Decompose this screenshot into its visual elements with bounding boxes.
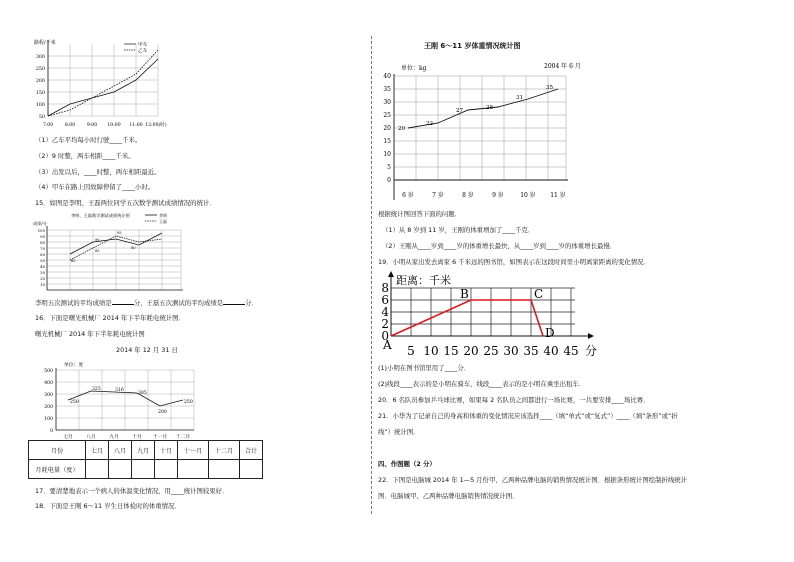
svg-text:20: 20 (383, 125, 391, 132)
question-21: 21．小华为了记录自己的身高和体重的变化情况应该选择____（填“单式”或“复式”）____（填“条形”或“折 (378, 412, 678, 420)
svg-text:D: D (545, 326, 555, 340)
svg-text:90: 90 (95, 238, 100, 242)
svg-text:10: 10 (423, 344, 439, 358)
svg-text:十二月: 十二月 (175, 435, 191, 440)
svg-text:325: 325 (92, 387, 101, 392)
svg-text:6: 6 (381, 293, 389, 307)
svg-text:B: B (460, 287, 469, 301)
svg-text:成绩/分: 成绩/分 (33, 221, 47, 226)
svg-text:85: 85 (95, 249, 100, 253)
chart1-ylabel: 路程/千米 (34, 40, 56, 46)
question-16: 16．下面是曙光机械厂 2014 年下半年耗电统计图． (35, 314, 185, 322)
svg-text:250: 250 (35, 67, 45, 72)
svg-text:6 岁: 6 岁 (402, 192, 414, 199)
svg-text:10:00: 10:00 (107, 123, 121, 128)
chart3-title: 曙光机械厂 2014 年下半年耗电统计图 (35, 330, 145, 338)
chart3-date: 2014 年 12 月 31 日 (116, 346, 178, 354)
svg-text:距离：千米: 距离：千米 (396, 274, 451, 287)
question-21b: 线”）统计图． (378, 428, 420, 436)
svg-text:15: 15 (443, 344, 459, 358)
svg-text:27: 27 (456, 108, 464, 114)
svg-text:王磊: 王磊 (159, 219, 167, 224)
question-22: 22．下图是电脑城 2014 年 1—5 月份甲、乙两种品牌电脑的销售情况统计图．根据条形统计图绘制折线统计 (378, 476, 688, 484)
svg-text:400: 400 (44, 381, 53, 386)
svg-text:2: 2 (381, 317, 389, 331)
svg-text:80: 80 (131, 246, 136, 250)
svg-text:4: 4 (381, 305, 389, 319)
question-3: （3）出发以后，____时整，两车相距最近。 (35, 168, 161, 176)
electricity-table: 月份 七月 八月 九月 十月 十一月 十二月 合计 月耗电量（度） (28, 440, 263, 479)
svg-text:5: 5 (387, 164, 391, 171)
svg-text:316: 316 (115, 388, 124, 393)
svg-text:0: 0 (50, 429, 53, 434)
svg-text:35: 35 (383, 86, 391, 93)
svg-text:305: 305 (138, 391, 147, 396)
svg-text:20: 20 (463, 344, 479, 358)
electricity-line (68, 391, 183, 406)
question-22b: 图．电脑城甲、乙两种品牌电脑销售情况统计图． (378, 492, 519, 500)
svg-text:80: 80 (40, 240, 45, 245)
question-19: 19．小明从家出发去离家 6 千米远的图书馆，如图表示在这段时间里小明离家距离的变化情况． (378, 258, 650, 266)
svg-text:45: 45 (563, 344, 579, 358)
svg-text:28: 28 (486, 105, 494, 111)
svg-text:22: 22 (426, 121, 434, 127)
svg-text:九月: 九月 (109, 435, 119, 440)
car-yi-line (48, 50, 158, 116)
svg-text:11 岁: 11 岁 (550, 192, 566, 199)
svg-text:70: 70 (40, 246, 45, 251)
svg-text:9 岁: 9 岁 (492, 192, 504, 199)
svg-text:40: 40 (543, 344, 559, 358)
svg-text:500: 500 (44, 369, 53, 374)
svg-text:11:00: 11:00 (129, 123, 143, 128)
weight-chart (376, 58, 581, 208)
svg-text:10: 10 (40, 282, 45, 287)
svg-text:25: 25 (383, 112, 391, 119)
svg-text:单位：kg: 单位：kg (401, 65, 427, 72)
svg-text:十月: 十月 (132, 435, 142, 440)
test-score-chart (33, 212, 188, 296)
svg-text:200: 200 (158, 410, 167, 415)
question-1: （1）乙车平均每小时行驶____千米。 (35, 136, 142, 144)
question-15: 15．如图是李明、王磊两位同学五次数学测试成绩情况的统计． (35, 199, 216, 207)
question-17: 17．要清楚地表示一个病人的体温变化情况，用____统计图较果好． (35, 487, 229, 495)
svg-text:60: 60 (40, 252, 45, 257)
svg-text:30: 30 (503, 344, 519, 358)
svg-text:单位：度: 单位：度 (64, 363, 84, 368)
question-2: （2）9 时整，两车相距____千米。 (35, 152, 135, 160)
svg-text:甲车: 甲车 (138, 43, 148, 48)
svg-text:8 岁: 8 岁 (462, 192, 474, 199)
question-18: 18．下面是王刚 6～11 岁生日体检时的体重情况． (35, 502, 181, 510)
svg-text:35: 35 (523, 344, 539, 358)
svg-text:0: 0 (381, 329, 389, 343)
svg-text:200: 200 (35, 79, 45, 84)
svg-text:35: 35 (546, 85, 554, 91)
distance-time-chart (28, 36, 168, 136)
svg-text:20: 20 (40, 276, 45, 281)
svg-text:A: A (383, 338, 392, 352)
svg-text:100: 100 (35, 103, 45, 108)
svg-text:30: 30 (40, 270, 45, 275)
svg-text:250: 250 (70, 400, 79, 405)
svg-text:300: 300 (35, 55, 45, 60)
question-19b: (2)线段____表示的是小明在骑车，线段____表示的是小明在乘坐出租车． (378, 380, 586, 388)
svg-text:200: 200 (44, 405, 53, 410)
svg-text:分: 分 (584, 344, 598, 358)
svg-text:0: 0 (387, 177, 391, 184)
svg-text:20: 20 (398, 126, 406, 132)
chart4-title: 王刚 6～11 岁体重情况统计图 (424, 42, 521, 50)
svg-text:250: 250 (184, 400, 193, 405)
question-20: 20．6 名队员参加乒乓球比赛，如果每 2 名队员之间都进行一场比赛，一共要安排____场比赛． (378, 396, 650, 404)
question-15b: 李明五次测试的平均成绩是 分，王磊五次测试的平均成绩是 分． (35, 299, 258, 307)
svg-text:5: 5 (407, 344, 415, 358)
svg-text:40: 40 (383, 73, 391, 80)
svg-text:李明: 李明 (159, 213, 167, 218)
svg-text:2004 年 6 月: 2004 年 6 月 (544, 63, 581, 70)
svg-text:150: 150 (35, 91, 45, 96)
svg-text:七月: 七月 (63, 435, 73, 440)
electricity-chart (34, 358, 194, 440)
svg-text:50: 50 (38, 115, 45, 120)
column-divider (371, 36, 372, 514)
question-18b: （2）王刚从____岁到____岁的体重增长最快，从____岁到____岁的体重增长最慢． (382, 242, 617, 250)
svg-text:八月: 八月 (86, 435, 96, 440)
svg-text:C: C (534, 287, 544, 301)
question-19a: (1)小明在图书馆里用了____分． (378, 364, 471, 372)
svg-text:50: 50 (40, 258, 45, 263)
svg-text:15: 15 (383, 138, 391, 145)
svg-text:95: 95 (117, 231, 122, 235)
intro-text: 根据统计图回答下面的问题． (378, 210, 462, 218)
svg-text:90: 90 (40, 234, 45, 239)
svg-text:李明、王磊数学测试成绩统计图: 李明、王磊数学测试成绩统计图 (71, 213, 130, 218)
svg-text:10: 10 (383, 151, 391, 158)
svg-text:100: 100 (44, 417, 53, 422)
svg-text:8:00: 8:00 (64, 123, 76, 128)
svg-text:60: 60 (71, 259, 76, 263)
question-18a: （1）从 8 岁到 11 岁，王刚的体重增加了____千克． (382, 226, 535, 234)
distance-home-chart (378, 270, 608, 362)
svg-text:40: 40 (40, 264, 45, 269)
svg-text:十一月: 十一月 (152, 435, 168, 440)
svg-text:30: 30 (383, 99, 391, 106)
svg-text:100: 100 (37, 228, 45, 233)
question-4: （4）甲车在路上因故障停留了____小时。 (35, 183, 155, 191)
svg-text:25: 25 (483, 344, 499, 358)
svg-text:10 岁: 10 岁 (520, 192, 536, 199)
svg-text:乙车: 乙车 (138, 49, 148, 54)
svg-text:8: 8 (381, 281, 389, 295)
distance-line (391, 300, 543, 336)
svg-text:7 岁: 7 岁 (432, 192, 444, 199)
svg-text:9:00: 9:00 (86, 123, 98, 128)
svg-text:7:00: 7:00 (42, 123, 54, 128)
svg-text:300: 300 (44, 393, 53, 398)
svg-text:12:00(时): 12:00(时) (145, 123, 167, 128)
section-4-title: 四、作图题（2 分） (378, 460, 436, 468)
svg-text:31: 31 (516, 95, 524, 101)
